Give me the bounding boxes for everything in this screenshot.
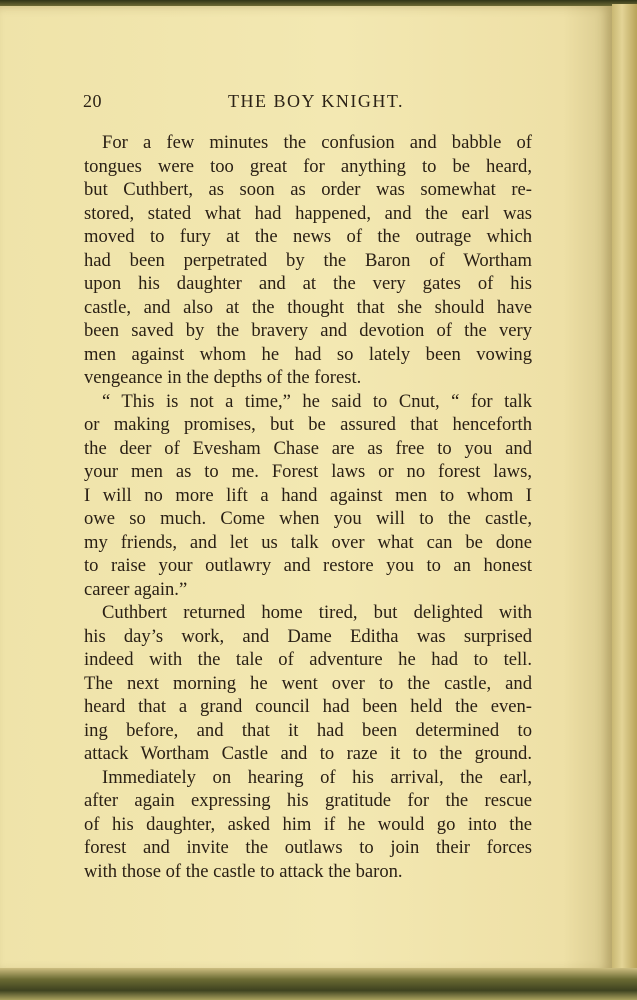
text-line: “ This is not a time,” he said to Cnut, “ for talk — [102, 390, 532, 412]
text-line: owe so much. Come when you will to the castle, — [84, 508, 532, 529]
text-line: with those of the castle to attack the baron. — [84, 860, 403, 882]
text-line: to raise your outlawry and restore you to an honest — [84, 555, 532, 576]
body-text — [84, 131, 532, 883]
page-fore-edge — [612, 4, 637, 976]
text-line: or making promises, but be assured that henceforth — [84, 414, 532, 435]
book-bottom-edge — [0, 968, 637, 1000]
text-line: tongues were too great for anything to be heard, — [84, 155, 532, 177]
text-line: vengeance in the depths of the forest. — [84, 367, 362, 388]
text-line: I will no more lift a hand against men to whom I — [84, 484, 532, 506]
text-line: stored, stated what had happened, and the earl was — [84, 202, 532, 224]
page-number: 20 — [83, 91, 102, 111]
text-line: Cuthbert returned home tired, but delighted with — [102, 602, 532, 623]
text-line: The next morning he went over to the castle, and — [84, 672, 532, 694]
text-line: your men as to me. Forest laws or no forest laws, — [84, 461, 532, 482]
text-line: attack Wortham Castle and to raze it to the ground. — [84, 743, 532, 764]
text-line: Immediately on hearing of his arrival, the earl, — [102, 766, 532, 788]
text-line: castle, and also at the thought that she should have — [84, 296, 532, 318]
text-line: the deer of Evesham Chase are as free to you and — [84, 437, 532, 459]
text-line: his day’s work, and Dame Editha was surprised — [84, 625, 532, 647]
text-line: my friends, and let us talk over what can be done — [84, 531, 532, 553]
running-title: THE BOY KNIGHT. — [228, 91, 404, 111]
text-line: upon his daughter and at the very gates of his — [84, 273, 532, 294]
text-line: ing before, and that it had been determined to — [84, 719, 532, 741]
text-line: moved to fury at the news of the outrage which — [84, 226, 532, 247]
text-line: indeed with the tale of adventure he had to tell. — [84, 649, 532, 670]
text-line: forest and invite the outlaws to join their forces — [84, 837, 532, 858]
text-line: had been perpetrated by the Baron of Wortham — [84, 249, 532, 271]
page-header — [80, 91, 530, 117]
text-line: been saved by the bravery and devotion of the very — [84, 320, 532, 341]
text-line: after again expressing his gratitude for the rescue — [84, 790, 532, 811]
text-line: of his daughter, asked him if he would go into the — [84, 813, 532, 835]
text-line: men against whom he had so lately been vowing — [84, 343, 532, 365]
text-line: heard that a grand council had been held the even- — [84, 696, 532, 717]
text-line: For a few minutes the confusion and babble of — [102, 132, 532, 153]
text-line: career again.” — [84, 578, 188, 600]
text-line: but Cuthbert, as soon as order was somewhat re- — [84, 179, 532, 200]
